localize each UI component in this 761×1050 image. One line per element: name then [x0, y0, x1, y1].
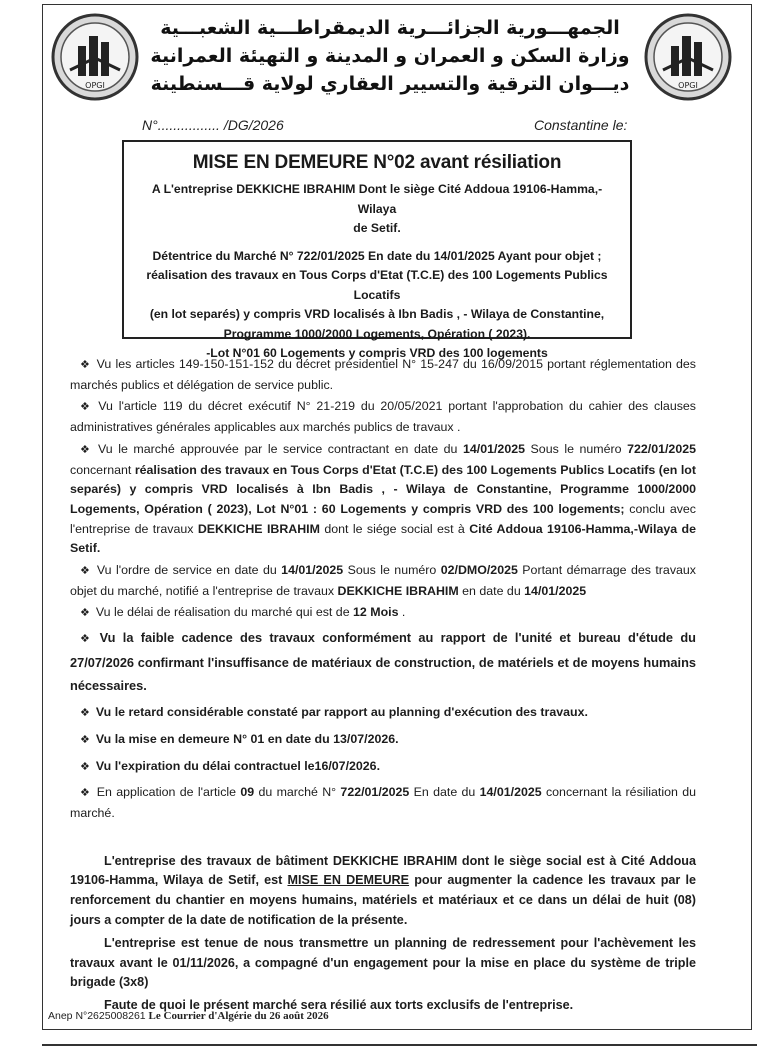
contract-line: (en lot separés) y compris VRD localisés à Ibn Badis , - Wilaya de Constantine,	[149, 307, 605, 321]
vu-item: ❖ Vu la faible cadence des travaux conformément au rapport de l'unité et bureau d'étude du 27/07/2026 confirmant l'insuffisance de matériaux de construction, de matériels et de moyens humains nécessaires.	[70, 630, 696, 694]
vu-item: ❖ Vu l'expiration du délai contractuel le16/07/2026.	[80, 758, 381, 773]
addressee-line: A L'entreprise DEKKICHE IBRAHIM Dont le siège Cité Addoua 19106-Hamma,-Wilaya	[151, 182, 603, 216]
contract-line: réalisation des travaux en Tous Corps d'Etat (T.C.E) des 100 Logements Publics Locatifs	[146, 268, 608, 302]
vu-item: ❖ Vu les articles 149-150-151-152 du décret présidentiel N° 15-247 du 16/09/2015 portant réglementation des marchés publics et délégation de service public.	[70, 357, 696, 392]
reference-number: N°................ /DG/2026	[142, 117, 284, 133]
diamond-bullet-icon: ❖	[80, 565, 91, 578]
arabic-line-office: ديـــوان الترقية والتسيير العقاري لولاية قـــسنطينة	[150, 73, 630, 95]
diamond-bullet-icon: ❖	[80, 359, 91, 371]
arabic-header	[150, 14, 630, 98]
arabic-line-ministry: وزارة السكن و العمران و المدينة و التهيئة العمرانية	[150, 45, 630, 67]
diamond-bullet-icon: ❖	[80, 760, 90, 773]
title-box	[122, 140, 632, 360]
vu-item: ❖ Vu le retard considérable constaté par rapport au planning d'exécution des travaux.	[80, 705, 588, 720]
contract-line: Détentrice du Marché N° 722/01/2025 En date du 14/01/2025 Ayant pour objet ;	[152, 248, 602, 263]
diamond-bullet-icon: ❖	[80, 733, 90, 746]
opgi-logo-right	[643, 12, 733, 102]
diamond-bullet-icon: ❖	[80, 607, 90, 620]
contract-line: -Lot N°01 60 Logements y compris VRD des 100 logements	[206, 346, 548, 360]
vu-item: ❖ Vu la mise en demeure N° 01 en date du 13/07/2026.	[80, 731, 399, 746]
vu-item: ❖ Vu l'article 119 du décret exécutif N° 21-219 du 20/05/2021 portant l'approbation du cahier des clauses administratives générales applicables aux marchés publics de travaux .	[70, 399, 696, 435]
vu-item: ❖ Vu l'ordre de service en date du 14/01/2025 Sous le numéro 02/DMO/2025 Portant démarrage des travaux objet du marché, notifié a l'entreprise de travaux DEKKICHE IBRAHIM en date du 14/01/2025	[70, 563, 696, 598]
diamond-bullet-icon: ❖	[80, 787, 91, 800]
vu-item: ❖ Vu le marché approuvée par le service contractant en date du 14/01/2025 Sous le numéro 722/01/2025 concernant réalisation des travaux en Tous Corps d'Etat (T.C.E) des 100 Logements Publics Locatifs (en lot separés) y compris VRD localisés à Ibn Badis , - Wilaya de Constantine, Programme 1000/2000 Logements, Opération ( 2023), Lot N°01 : 60 Logements y compris VRD des 100 logements; conclu avec l'entreprise de travaux DEKKICHE IBRAHIM dont le siége social est à Cité Addoua 19106-Hamma,-Wilaya de Setif.	[70, 441, 697, 556]
document-title: MISE EN DEMEURE N°02 avant résiliation	[192, 152, 562, 173]
bottom-rule	[42, 1044, 757, 1046]
arabic-line-republic: الجمهـــورية الجزائـــرية الديمقراطـــية الشعبـــية	[160, 17, 620, 39]
place-date: Constantine le:	[534, 117, 628, 133]
logo-text: OPGI	[678, 81, 698, 90]
logo-text: OPGI	[85, 81, 105, 90]
decision-paragraph: L'entreprise des travaux de bâtiment DEKKICHE IBRAHIM dont le siège social est à Cité Addoua 19106-Hamma, Wilaya de Setif, est MISE EN DEMEURE pour augmenter la cadence les travaux par le renforcement du chantier en moyens humains, matériels et matériaux et ce dans un délai de huit (08) jours a compter de la date de notification de la présente.	[70, 853, 696, 928]
contract-line: Programme 1000/2000 Logements, Opération ( 2023).	[223, 326, 531, 341]
vu-item: ❖ En application de l'article 09 du marché N° 722/01/2025 En date du 14/01/2025 concernant la résiliation du marché.	[70, 785, 696, 820]
opgi-logo-left	[50, 12, 140, 102]
decision-block	[70, 852, 696, 1016]
diamond-bullet-icon: ❖	[80, 633, 94, 646]
vu-item: ❖ Vu le délai de réalisation du marché qui est de 12 Mois .	[80, 605, 406, 620]
diamond-bullet-icon: ❖	[80, 443, 92, 456]
sanction-paragraph: Faute de quoi le présent marché sera résilié aux torts exclusifs de l'entreprise.	[104, 998, 574, 1013]
document-body	[70, 355, 696, 1019]
addressee-line: de Setif.	[353, 221, 401, 235]
planning-paragraph: L'entreprise est tenue de nous transmettre un planning de redressement pour l'achèvement les travaux avant le 01/11/2026, a compagné d'un engagement pour la mise en place du système de triple brigade (3x8)	[70, 935, 696, 990]
diamond-bullet-icon: ❖	[80, 707, 90, 720]
diamond-bullet-icon: ❖	[80, 401, 93, 414]
publication-reference: Anep N°2625008261 Le Courrier d'Algérie du 26 août 2026	[48, 1010, 329, 1022]
